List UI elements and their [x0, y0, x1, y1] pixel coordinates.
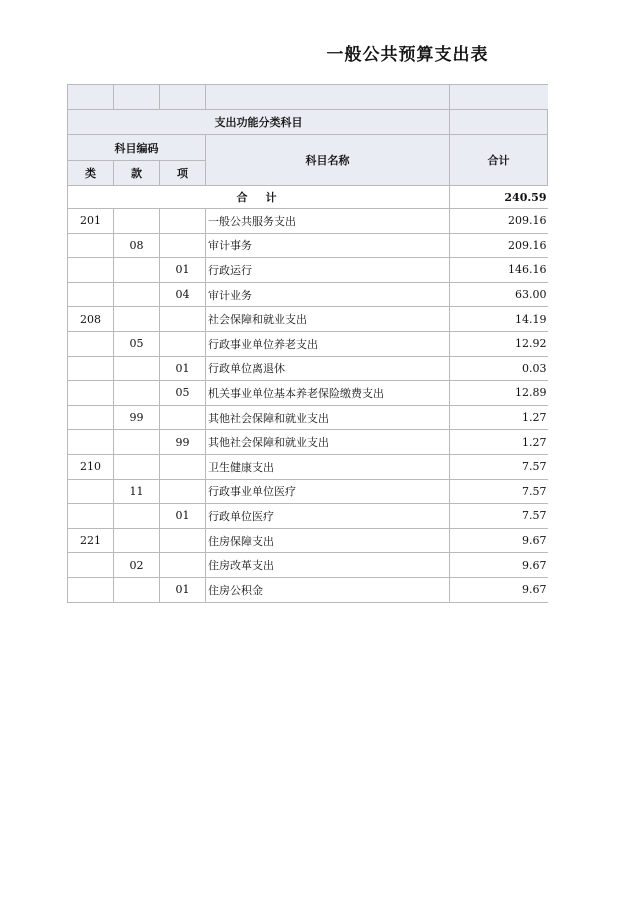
- cell-subject-name: 一般公共服务支出: [206, 209, 450, 234]
- cell-subject-name: 行政单位医疗: [206, 504, 450, 529]
- cell-amount: 9.67: [450, 577, 548, 602]
- header-xiang: 项: [160, 161, 206, 186]
- cell-kuan: [114, 356, 160, 381]
- table-row: [68, 258, 548, 283]
- cell-xiang: [160, 331, 206, 356]
- cell-lei: [68, 504, 114, 529]
- cell-subject-name: 住房改革支出: [206, 553, 450, 578]
- cell-subject-name: 社会保障和就业支出: [206, 307, 450, 332]
- cell-subject-name: 住房公积金: [206, 577, 450, 602]
- cell-lei: [68, 430, 114, 455]
- header-total: 合计: [450, 135, 548, 186]
- cell-amount: 9.67: [450, 528, 548, 553]
- cell-subject-name: 行政事业单位医疗: [206, 479, 450, 504]
- cell-kuan: [114, 209, 160, 234]
- cell-kuan: 05: [114, 331, 160, 356]
- cell-lei: [68, 282, 114, 307]
- header-row-code: [68, 135, 548, 161]
- table-row: [68, 577, 548, 602]
- cell-kuan: [114, 528, 160, 553]
- total-label: 合计: [68, 186, 450, 209]
- cell-amount: 209.16: [450, 233, 548, 258]
- cell-xiang: [160, 479, 206, 504]
- cell-amount: 209.16: [450, 209, 548, 234]
- cell-kuan: [114, 577, 160, 602]
- cell-subject-name: 住房保障支出: [206, 528, 450, 553]
- cell-amount: 12.92: [450, 331, 548, 356]
- table-row: [68, 405, 548, 430]
- header-kuan: 款: [114, 161, 160, 186]
- cell-lei: [68, 258, 114, 283]
- page-title: 一般公共预算支出表: [326, 45, 489, 65]
- cell-lei: [68, 331, 114, 356]
- cell-amount: 14.19: [450, 307, 548, 332]
- table-row: [68, 479, 548, 504]
- cell-amount: 146.16: [450, 258, 548, 283]
- cell-lei: 210: [68, 454, 114, 479]
- table-row: [68, 504, 548, 529]
- budget-expenditure-table: [67, 84, 548, 603]
- cell-lei: 208: [68, 307, 114, 332]
- cell-lei: [68, 479, 114, 504]
- cell-lei: [68, 381, 114, 406]
- cell-lei: 201: [68, 209, 114, 234]
- cell-amount: 7.57: [450, 504, 548, 529]
- cell-subject-name: 审计事务: [206, 233, 450, 258]
- cell-kuan: [114, 381, 160, 406]
- table-top-band: [68, 85, 548, 110]
- cell-amount: 63.00: [450, 282, 548, 307]
- cell-kuan: [114, 258, 160, 283]
- header-row-group: [68, 110, 548, 135]
- cell-xiang: [160, 553, 206, 578]
- cell-xiang: [160, 528, 206, 553]
- cell-lei: 221: [68, 528, 114, 553]
- table-row: [68, 381, 548, 406]
- cell-kuan: 02: [114, 553, 160, 578]
- cell-xiang: [160, 307, 206, 332]
- cell-xiang: 01: [160, 258, 206, 283]
- header-lei: 类: [68, 161, 114, 186]
- cell-kuan: 08: [114, 233, 160, 258]
- cell-xiang: 01: [160, 577, 206, 602]
- header-code-group: 科目编码: [68, 135, 206, 161]
- table-row: [68, 282, 548, 307]
- cell-xiang: 05: [160, 381, 206, 406]
- table-body: [68, 209, 548, 603]
- cell-subject-name: 其他社会保障和就业支出: [206, 430, 450, 455]
- header-blank-cell: [450, 110, 548, 135]
- cell-lei: [68, 405, 114, 430]
- cell-subject-name: 审计业务: [206, 282, 450, 307]
- table-row: [68, 553, 548, 578]
- cell-kuan: [114, 282, 160, 307]
- cell-amount: 12.89: [450, 381, 548, 406]
- cell-subject-name: 其他社会保障和就业支出: [206, 405, 450, 430]
- cell-kuan: [114, 454, 160, 479]
- table-row: [68, 307, 548, 332]
- cell-amount: 0.03: [450, 356, 548, 381]
- cell-xiang: 01: [160, 356, 206, 381]
- table-row: [68, 233, 548, 258]
- total-row: [68, 186, 548, 209]
- cell-xiang: [160, 209, 206, 234]
- cell-kuan: [114, 307, 160, 332]
- cell-lei: [68, 577, 114, 602]
- cell-subject-name: 行政单位离退休: [206, 356, 450, 381]
- table-row: [68, 331, 548, 356]
- cell-subject-name: 机关事业单位基本养老保险缴费支出: [206, 381, 450, 406]
- cell-subject-name: 行政运行: [206, 258, 450, 283]
- header-function-category: 支出功能分类科目: [68, 110, 450, 135]
- total-amount: 240.59: [450, 186, 548, 209]
- table-row: [68, 528, 548, 553]
- cell-amount: 1.27: [450, 430, 548, 455]
- cell-subject-name: 行政事业单位养老支出: [206, 331, 450, 356]
- table-row: [68, 454, 548, 479]
- cell-amount: 7.57: [450, 454, 548, 479]
- cell-xiang: 01: [160, 504, 206, 529]
- cell-amount: 7.57: [450, 479, 548, 504]
- cell-xiang: 99: [160, 430, 206, 455]
- table-row: [68, 356, 548, 381]
- cell-lei: [68, 553, 114, 578]
- cell-subject-name: 卫生健康支出: [206, 454, 450, 479]
- cell-kuan: 99: [114, 405, 160, 430]
- cell-xiang: [160, 405, 206, 430]
- cell-xiang: 04: [160, 282, 206, 307]
- cell-xiang: [160, 454, 206, 479]
- table-row: [68, 430, 548, 455]
- cell-lei: [68, 233, 114, 258]
- cell-kuan: 11: [114, 479, 160, 504]
- cell-amount: 1.27: [450, 405, 548, 430]
- cell-kuan: [114, 430, 160, 455]
- cell-xiang: [160, 233, 206, 258]
- table-row: [68, 209, 548, 234]
- header-subject-name: 科目名称: [206, 135, 450, 186]
- cell-amount: 9.67: [450, 553, 548, 578]
- cell-lei: [68, 356, 114, 381]
- cell-kuan: [114, 504, 160, 529]
